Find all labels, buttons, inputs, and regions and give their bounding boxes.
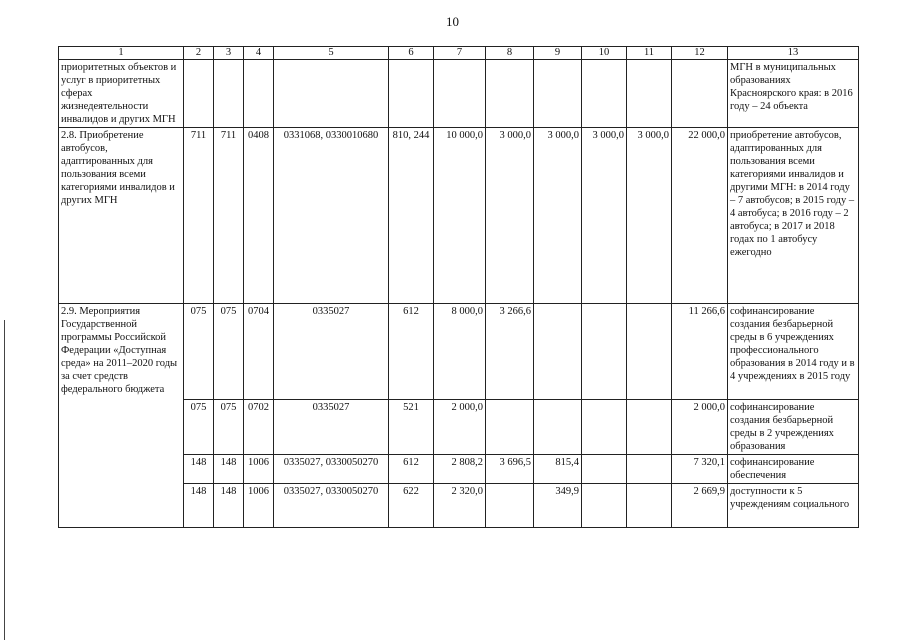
cell-value: 3 266,6 xyxy=(486,304,534,400)
header-row xyxy=(59,47,859,60)
header-cell: 5 xyxy=(274,47,389,60)
cell-value: 0704 xyxy=(244,304,274,400)
cell-value: 0331068, 0330010680 xyxy=(274,128,389,304)
cell-result: доступности к 5 учреждениям социального xyxy=(728,484,859,528)
cell-value: 2 808,2 xyxy=(434,455,486,484)
cell-value xyxy=(627,400,672,455)
cell-value xyxy=(582,400,627,455)
cell-value: 1006 xyxy=(244,455,274,484)
cell-value: 3 696,5 xyxy=(486,455,534,484)
cell-value: 0335027, 0330050270 xyxy=(274,455,389,484)
cell-value: 0702 xyxy=(244,400,274,455)
header-cell: 7 xyxy=(434,47,486,60)
cell-value: 815,4 xyxy=(534,455,582,484)
cell-value: 3 000,0 xyxy=(627,128,672,304)
cell-value xyxy=(582,484,627,528)
cell-value: 3 000,0 xyxy=(486,128,534,304)
header-cell: 2 xyxy=(184,47,214,60)
cell-value: 075 xyxy=(184,400,214,455)
cell-value: 8 000,0 xyxy=(434,304,486,400)
page-number: 10 xyxy=(446,14,459,29)
cell-value: 1006 xyxy=(244,484,274,528)
cell-value xyxy=(486,484,534,528)
cell-value: 2 000,0 xyxy=(672,400,728,455)
header-cell: 10 xyxy=(582,47,627,60)
cell-value: 3 000,0 xyxy=(582,128,627,304)
cell-value xyxy=(534,400,582,455)
cell-value xyxy=(627,304,672,400)
header-cell: 9 xyxy=(534,47,582,60)
cell-result: МГН в муниципальных образованиях Красноярского края: в 2016 году – 24 объекта xyxy=(728,60,859,128)
cell-result: софинансирование создания безбарьерной среды в 6 учреждениях профессионального образования в 2014 году и в 4 учреждениях в 2015 году xyxy=(728,304,859,400)
cell-result: софинансирование обеспечения xyxy=(728,455,859,484)
cell-value: 3 000,0 xyxy=(534,128,582,304)
cell-value xyxy=(486,400,534,455)
header-cell: 13 xyxy=(728,47,859,60)
header-cell: 1 xyxy=(59,47,184,60)
header-cell: 8 xyxy=(486,47,534,60)
cell-value: 622 xyxy=(389,484,434,528)
cell-value xyxy=(627,484,672,528)
cell-value: 7 320,1 xyxy=(672,455,728,484)
cell-value: 0335027, 0330050270 xyxy=(274,484,389,528)
cell-value: 22 000,0 xyxy=(672,128,728,304)
cell-value: 075 xyxy=(214,304,244,400)
cell-value: 075 xyxy=(184,304,214,400)
cell-value: 612 xyxy=(389,304,434,400)
table-row xyxy=(59,60,859,128)
cell-value: 349,9 xyxy=(534,484,582,528)
header-cell: 4 xyxy=(244,47,274,60)
cell-value: 521 xyxy=(389,400,434,455)
table-row xyxy=(59,304,859,400)
cell-value: 0408 xyxy=(244,128,274,304)
program-table xyxy=(58,46,859,528)
cell-value: 0335027 xyxy=(274,304,389,400)
cell-value: 2 000,0 xyxy=(434,400,486,455)
cell-result: софинансирование создания безбарьерной среды в 2 учреждениях образования xyxy=(728,400,859,455)
cell-value xyxy=(534,304,582,400)
cell-value: 148 xyxy=(184,484,214,528)
header-cell: 6 xyxy=(389,47,434,60)
cell-value: 810, 244 xyxy=(389,128,434,304)
cell-name: приоритетных объектов и услуг в приоритетных сферах жизнедеятельности инвалидов и других МГН xyxy=(59,60,184,128)
cell-value: 11 266,6 xyxy=(672,304,728,400)
header-cell: 11 xyxy=(627,47,672,60)
table-row xyxy=(59,128,859,304)
cell-value: 0335027 xyxy=(274,400,389,455)
cell-value: 2 669,9 xyxy=(672,484,728,528)
cell-value: 2 320,0 xyxy=(434,484,486,528)
cell-result: приобретение автобусов, адаптированных для пользования всеми категориями инвалидов и другими МГН: в 2014 году – 7 автобусов; в 2015 году – 4 автобуса; в 2016 году – 2 автобуса; в 2017 и 2018 годах по 1 автобусу ежегодно xyxy=(728,128,859,304)
cell-value: 10 000,0 xyxy=(434,128,486,304)
cell-value xyxy=(582,455,627,484)
cell-value: 711 xyxy=(184,128,214,304)
cell-value xyxy=(627,455,672,484)
header-cell: 3 xyxy=(214,47,244,60)
cell-value: 148 xyxy=(214,455,244,484)
cell-value: 148 xyxy=(184,455,214,484)
margin-line xyxy=(4,320,5,640)
cell-value: 075 xyxy=(214,400,244,455)
cell-value: 148 xyxy=(214,484,244,528)
cell-value xyxy=(582,304,627,400)
cell-value: 711 xyxy=(214,128,244,304)
cell-value: 612 xyxy=(389,455,434,484)
header-cell: 12 xyxy=(672,47,728,60)
cell-name: 2.9. Мероприятия Государственной программы Российской Федерации «Доступная среда» на 2011–2020 годы за счет средств федерального бюджета xyxy=(59,304,184,528)
cell-name: 2.8. Приобретение автобусов, адаптированных для пользования всеми категориями инвалидов и других МГН xyxy=(59,128,184,304)
